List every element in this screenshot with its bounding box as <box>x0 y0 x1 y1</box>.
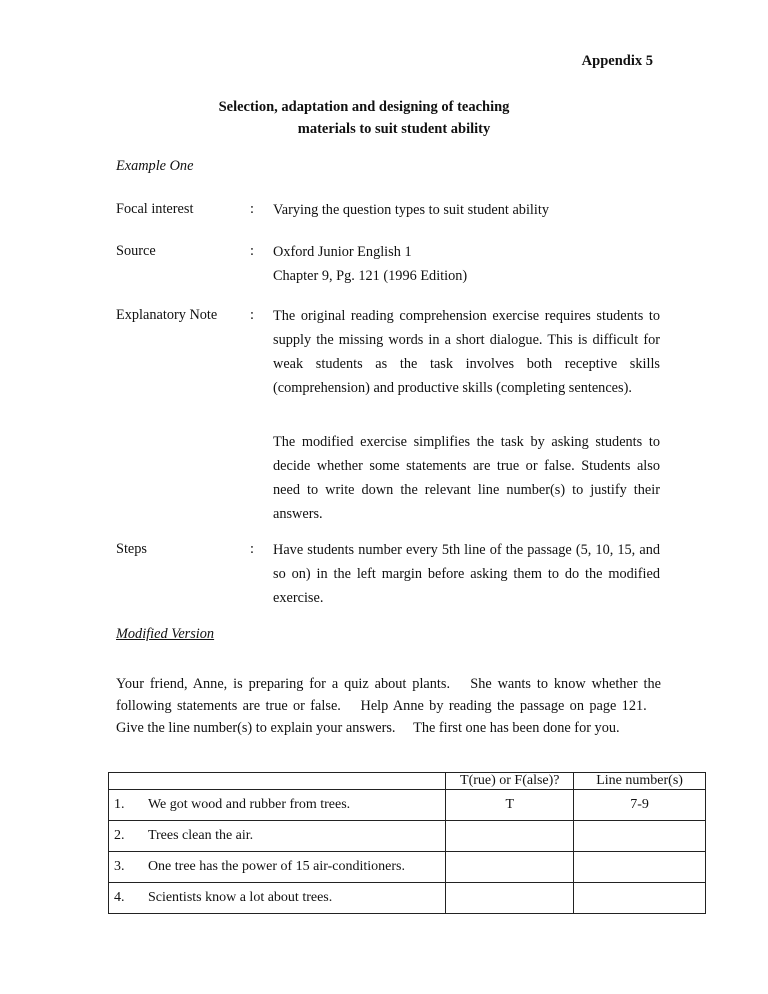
row-true-false-answer[interactable] <box>446 883 574 914</box>
row-line-number-answer[interactable] <box>574 883 706 914</box>
row-true-false-answer[interactable]: T <box>446 790 574 821</box>
header-num-cell <box>109 773 148 790</box>
row-line-number-answer[interactable]: 7-9 <box>574 790 706 821</box>
row-line-number-answer[interactable] <box>574 852 706 883</box>
header-true-false: T(rue) or F(alse)? <box>446 773 574 790</box>
modified-version-heading: Modified Version <box>116 626 215 642</box>
true-false-table <box>108 772 706 914</box>
row-statement: We got wood and rubber from trees. <box>148 790 446 821</box>
source-line-1: Oxford Junior English 1 <box>273 244 412 260</box>
header-statement-cell <box>148 773 446 790</box>
row-number: 3. <box>109 852 148 883</box>
explanatory-note-paragraph-1: The original reading comprehension exercise requires students to supply the missing words in a short dialogue. This is difficult for weak students as the task involves both receptive skills (comprehension) and productive skills (completing sentences). <box>273 308 660 396</box>
table-row <box>109 790 706 821</box>
focal-interest-label: Focal interest <box>116 201 194 217</box>
title-line-2: materials to suit student ability <box>297 121 491 137</box>
explanatory-note-label: Explanatory Note <box>116 307 218 323</box>
source-label: Source <box>116 243 156 259</box>
header-line-numbers: Line number(s) <box>574 773 706 790</box>
steps-colon: : <box>250 541 254 557</box>
title-line-1: Selection, adaptation and designing of teaching <box>218 99 510 115</box>
row-line-number-answer[interactable] <box>574 821 706 852</box>
modified-version-intro: Your friend, Anne, is preparing for a quiz about plants. She wants to know whether the following statements are true or false. Help Anne by reading the passage on page 121. Give the line number(s) to explain your answers. The first one has been done for you. <box>116 676 661 736</box>
table-row <box>109 883 706 914</box>
steps-label: Steps <box>116 541 147 557</box>
row-true-false-answer[interactable] <box>446 821 574 852</box>
explanatory-note-colon: : <box>250 307 254 323</box>
explanatory-note-paragraph-2: The modified exercise simplifies the task by asking students to decide whether some statements are true or false. Students also need to write down the relevant line number(s) to justify their answers. <box>273 434 660 522</box>
source-value <box>273 240 660 288</box>
example-heading: Example One <box>116 158 194 174</box>
row-true-false-answer[interactable] <box>446 852 574 883</box>
source-colon: : <box>250 243 254 259</box>
focal-interest-value: Varying the question types to suit student ability <box>273 202 549 218</box>
steps-paragraph: Have students number every 5th line of the passage (5, 10, 15, and so on) in the left margin before asking them to do the modified exercise. <box>273 542 660 606</box>
appendix-label: Appendix 5 <box>581 53 653 69</box>
row-statement: One tree has the power of 15 air-conditioners. <box>148 852 446 883</box>
table-header-row <box>109 773 706 790</box>
source-line-2: Chapter 9, Pg. 121 (1996 Edition) <box>273 268 468 284</box>
row-number: 2. <box>109 821 148 852</box>
document-title <box>0 96 768 140</box>
row-statement: Trees clean the air. <box>148 821 446 852</box>
focal-interest-colon: : <box>250 201 254 217</box>
row-number: 4. <box>109 883 148 914</box>
row-statement: Scientists know a lot about trees. <box>148 883 446 914</box>
row-number: 1. <box>109 790 148 821</box>
table-row <box>109 821 706 852</box>
table-row <box>109 852 706 883</box>
